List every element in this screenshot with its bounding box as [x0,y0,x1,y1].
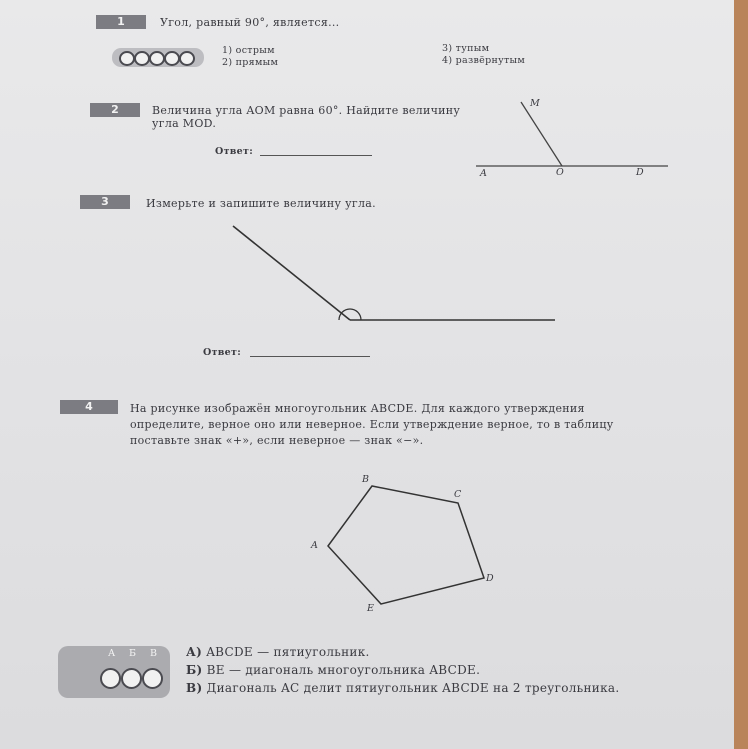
statement-v-text: Диагональ AC делит пятиугольник ABCDE на 2 треугольника. [206,681,620,695]
q2-point-o-label: O [556,167,565,178]
question-1-number: 1 [96,15,146,29]
question-1-text: Угол, равный 90°, является... [160,16,340,29]
q2-answer-label: Ответ: [215,146,254,157]
question-3-number: 3 [80,195,130,209]
q4-answer-cell-b[interactable] [121,668,142,689]
vertex-b-label: B [362,474,370,485]
question-4-number: 4 [60,400,118,414]
statement-a-letter: А) [186,645,203,659]
statement-v [186,681,619,695]
question-4-text-line2: определите, верное оно или неверное. Если утверждение верное, то в таблицу [130,418,614,431]
q4-answer-cell-a[interactable] [100,668,121,689]
q4-table-header-v: В [150,648,158,659]
statement-b-text: BE — диагональ многоугольника ABCDE. [206,663,481,677]
q1-option-3: 3) тупым [442,43,490,54]
question-4-text-line1: На рисунке изображён многоугольник ABCDE. Для каждого утверждения [130,402,585,415]
statement-a [186,645,370,659]
vertex-c-label: C [454,489,462,500]
q4-table-header-b: Б [129,648,137,659]
question-2-number: 2 [90,103,140,117]
question-4-text-line3: поставьте знак «+», если неверное — знак «−». [130,434,424,447]
statement-a-text: ABCDE — пятиугольник. [206,645,370,659]
q2-point-m-label: M [530,98,541,109]
vertex-d-label: D [486,573,494,584]
statement-b [186,663,480,677]
question-2-text-line2: угла MOD. [152,117,217,130]
q4-table-header-a: А [108,648,116,659]
statement-v-letter: В) [186,681,203,695]
q1-option-2: 2) прямым [222,57,279,68]
question-3-text: Измерьте и запишите величину угла. [146,197,376,210]
q4-answer-cell-v[interactable] [142,668,163,689]
q3-answer-label: Ответ: [203,347,242,358]
q2-point-d-label: D [636,167,644,178]
question-2-text-line1: Величина угла AOM равна 60°. Найдите величину [152,104,461,117]
statement-b-letter: Б) [186,663,203,677]
q1-option-4: 4) развёрнутым [442,55,526,66]
vertex-e-label: E [367,603,375,614]
q1-option-1: 1) острым [222,45,275,56]
q2-point-a-label: A [480,168,488,179]
vertex-a-label: A [311,540,319,551]
